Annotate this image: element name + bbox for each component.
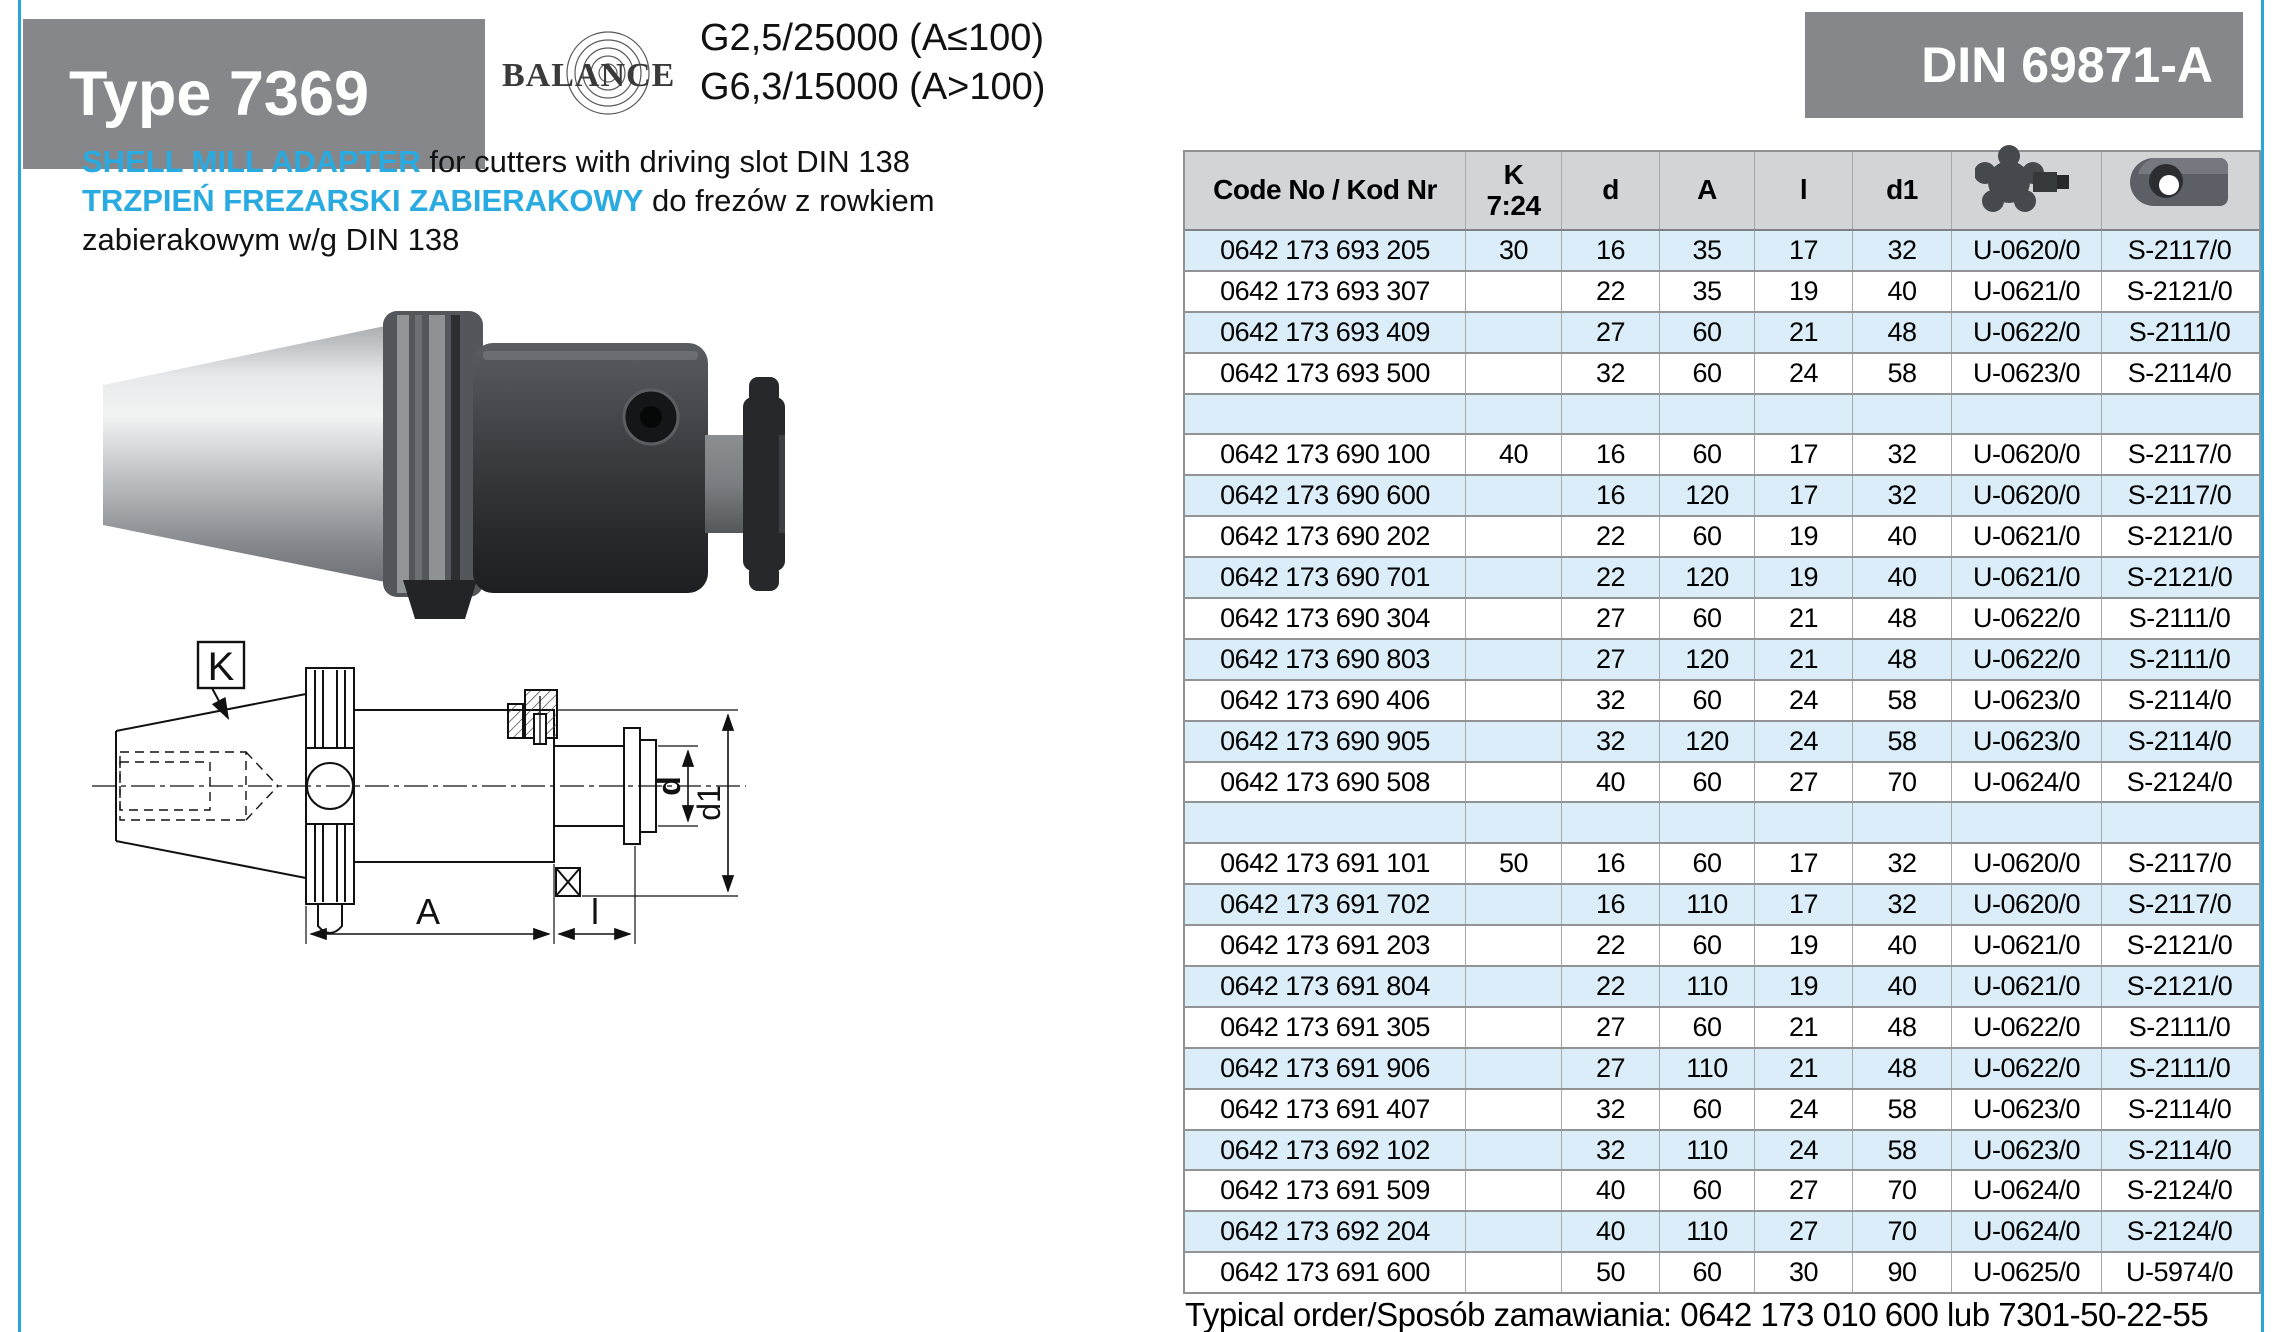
din-standard-box [1805, 12, 2243, 118]
table-cell: U-0620/0 [1952, 476, 2102, 515]
table-cell: 32 [1562, 722, 1660, 761]
table-row [1185, 722, 2259, 763]
table-cell: 16 [1562, 435, 1660, 474]
table-cell: 16 [1562, 844, 1660, 883]
table-cell: U-0620/0 [1952, 885, 2102, 924]
col-header-d1: d1 [1853, 152, 1952, 229]
table-cell: 21 [1755, 1008, 1853, 1047]
col-header-a: A [1660, 152, 1755, 229]
table-row [1185, 476, 2259, 517]
description-en-title: SHELL MILL ADAPTER [82, 144, 421, 179]
table-row [1185, 517, 2259, 558]
table-cell: 32 [1562, 1131, 1660, 1170]
table-cell [2102, 395, 2257, 434]
table-cell: 58 [1853, 354, 1952, 393]
table-cell: 0642 173 691 804 [1185, 967, 1466, 1006]
table-cell: 90 [1853, 1253, 1952, 1292]
type-title: Type 7369 [69, 59, 370, 129]
table-row [1185, 763, 2259, 804]
adapter-body [473, 343, 708, 593]
table-row [1185, 313, 2259, 354]
table-cell: U-0621/0 [1952, 967, 2102, 1006]
table-cell: 58 [1853, 681, 1952, 720]
table-row [1185, 926, 2259, 967]
table-cell: 27 [1562, 313, 1660, 352]
col-header-code: Code No / Kod Nr [1185, 152, 1466, 229]
table-cell: U-0622/0 [1952, 1049, 2102, 1088]
balance-logo-text: BALANCE [502, 57, 676, 94]
right-accent-line [2261, 0, 2264, 1332]
col-header-d: d [1562, 152, 1660, 229]
table-cell: 50 [1466, 844, 1562, 883]
table-cell: 60 [1660, 844, 1755, 883]
table-row [1185, 1090, 2259, 1131]
table-cell: S-2114/0 [2127, 357, 2232, 388]
table-row [1185, 1212, 2259, 1253]
table-cell [1466, 640, 1562, 679]
table-cell: 110 [1660, 885, 1755, 924]
table-cell: 32 [1562, 354, 1660, 393]
table-cell: 60 [1660, 681, 1755, 720]
table-cell [1185, 395, 1466, 434]
table-cell: 0642 173 693 205 [1185, 231, 1466, 270]
table-cell [1952, 803, 2102, 842]
description-en-rest: for cutters with driving slot DIN 138 [420, 144, 911, 179]
table-cell: 40 [1853, 272, 1952, 311]
table-cell: U-0624/0 [1952, 1212, 2102, 1251]
table-cell: 40 [1853, 558, 1952, 597]
table-cell: 35 [1660, 272, 1755, 311]
table-cell: 0642 173 691 305 [1185, 1008, 1466, 1047]
table-cell [1466, 395, 1562, 434]
table-cell: 27 [1755, 1212, 1853, 1251]
table-cell: S-2114/0 [2127, 725, 2232, 756]
table-cell: U-0623/0 [1952, 1090, 2102, 1129]
table-cell: U-5974/0 [2125, 1257, 2234, 1288]
table-cell: 0642 173 690 600 [1185, 476, 1466, 515]
table-cell: U-0622/0 [1952, 313, 2102, 352]
table-cell [1466, 763, 1562, 802]
table-cell: 0642 173 690 905 [1185, 722, 1466, 761]
table-cell: U-0625/0 [1952, 1253, 2102, 1292]
drive-key-outline [556, 868, 580, 896]
table-row [1185, 967, 2259, 1008]
table-cell: 40 [1562, 1212, 1660, 1251]
table-row [1185, 558, 2259, 599]
table-cell [1466, 885, 1562, 924]
table-cell [1466, 1171, 1562, 1210]
table-cell: 40 [1562, 1171, 1660, 1210]
table-cell: 21 [1755, 1049, 1853, 1088]
table-cell [1952, 395, 2102, 434]
table-cell: 0642 173 690 803 [1185, 640, 1466, 679]
table-cell [1853, 395, 1952, 434]
col-header-clamping-screw [1952, 152, 2102, 229]
table-cell: 60 [1660, 313, 1755, 352]
table-row [1185, 354, 2259, 395]
table-cell: 60 [1660, 926, 1755, 965]
table-cell: 17 [1755, 476, 1853, 515]
table-cell: U-0622/0 [1952, 1008, 2102, 1047]
table-cell: 0642 173 691 906 [1185, 1049, 1466, 1088]
table-cell: 27 [1562, 1049, 1660, 1088]
table-cell [1660, 395, 1755, 434]
table-cell: 35 [1660, 231, 1755, 270]
table-cell: S-2111/0 [2128, 1052, 2231, 1083]
table-cell: U-0620/0 [1952, 231, 2102, 270]
table-cell [1755, 395, 1853, 434]
table-cell: 27 [1562, 640, 1660, 679]
table-cell: U-0621/0 [1952, 558, 2102, 597]
table-cell: U-0623/0 [1952, 1131, 2102, 1170]
table-cell: 0642 173 691 407 [1185, 1090, 1466, 1129]
table-cell: 58 [1853, 1131, 1952, 1170]
table-cell: 0642 173 693 307 [1185, 272, 1466, 311]
table-cell: 32 [1853, 885, 1952, 924]
table-cell: 60 [1660, 1008, 1755, 1047]
table-cell [1466, 1131, 1562, 1170]
table-cell: 27 [1755, 1171, 1853, 1210]
table-cell: U-0623/0 [1952, 722, 2102, 761]
table-cell: U-0621/0 [1952, 517, 2102, 556]
table-cell [1755, 803, 1853, 842]
table-cell: 27 [1562, 1008, 1660, 1047]
table-cell: 60 [1660, 1253, 1755, 1292]
table-cell: S-2111/0 [2128, 643, 2231, 674]
table-cell: S-2111/0 [2128, 316, 2231, 347]
table-cell: 60 [1660, 599, 1755, 638]
table-cell: 16 [1562, 231, 1660, 270]
table-cell: 0642 173 692 204 [1185, 1212, 1466, 1251]
flange-outline [306, 668, 354, 933]
table-header-row [1185, 152, 2259, 231]
table-cell: S-2117/0 [2127, 889, 2232, 920]
table-cell: 0642 173 691 509 [1185, 1171, 1466, 1210]
table-row [1185, 231, 2259, 272]
table-cell: S-2114/0 [2127, 1093, 2232, 1124]
table-cell: 21 [1755, 599, 1853, 638]
table-cell: 40 [1853, 967, 1952, 1006]
table-row [1185, 599, 2259, 640]
table-cell: 0642 173 692 102 [1185, 1131, 1466, 1170]
table-row [1185, 885, 2259, 926]
table-cell [1466, 803, 1562, 842]
table-cell: 0642 173 691 600 [1185, 1253, 1466, 1292]
table-cell: 24 [1755, 1131, 1853, 1170]
table-cell: S-2124/0 [2126, 1175, 2233, 1206]
table-cell: 110 [1660, 967, 1755, 1006]
table-cell: 27 [1562, 599, 1660, 638]
table-cell: 19 [1755, 967, 1853, 1006]
table-cell: 22 [1562, 967, 1660, 1006]
table-cell: 32 [1562, 681, 1660, 720]
dimensions-table [1183, 150, 2261, 1294]
table-row [1185, 435, 2259, 476]
table-cell: U-0622/0 [1952, 640, 2102, 679]
table-cell: S-2121/0 [2126, 930, 2233, 961]
table-row [1185, 640, 2259, 681]
balance-spec [700, 14, 1045, 112]
table-cell [1466, 313, 1562, 352]
table-cell: S-2121/0 [2126, 970, 2233, 1001]
table-cell: S-2121/0 [2126, 275, 2233, 306]
table-cell: 110 [1660, 1212, 1755, 1251]
product-photo [85, 285, 785, 620]
table-row [1185, 1171, 2259, 1212]
table-row [1185, 1008, 2259, 1049]
table-cell: 22 [1562, 926, 1660, 965]
table-cell [1562, 395, 1660, 434]
table-cell [1466, 1008, 1562, 1047]
table-cell: 0642 173 693 500 [1185, 354, 1466, 393]
table-cell [1466, 476, 1562, 515]
table-cell [1466, 1049, 1562, 1088]
spec-line-2: G6,3/15000 (A>100) [700, 66, 1046, 108]
table-cell: 17 [1755, 435, 1853, 474]
table-cell: 40 [1562, 763, 1660, 802]
dim-d-label: d [651, 776, 687, 796]
table-cell: 110 [1660, 1131, 1755, 1170]
table-cell: U-0623/0 [1952, 354, 2102, 393]
dim-A-label: A [415, 891, 441, 932]
table-cell: 0642 173 690 304 [1185, 599, 1466, 638]
table-cell: 120 [1660, 476, 1755, 515]
table-cell: 0642 173 690 202 [1185, 517, 1466, 556]
table-cell: 0642 173 690 100 [1185, 435, 1466, 474]
table-cell [2102, 803, 2257, 842]
table-cell [1466, 967, 1562, 1006]
table-cell: 70 [1853, 1171, 1952, 1210]
table-cell: 0642 173 690 406 [1185, 681, 1466, 720]
table-separator-row [1185, 395, 2259, 436]
k-leader-line [212, 688, 228, 718]
table-cell [1562, 803, 1660, 842]
table-separator-row [1185, 803, 2259, 844]
taper-shank [103, 325, 390, 583]
table-cell: 21 [1755, 313, 1853, 352]
table-cell: U-0620/0 [1952, 844, 2102, 883]
table-cell: S-2114/0 [2127, 684, 2232, 715]
table-cell: S-2121/0 [2126, 521, 2233, 552]
table-cell: 24 [1755, 1090, 1853, 1129]
description-pl-title: TRZPIEŃ FREZARSKI ZABIERAKOWY [82, 183, 644, 218]
table-cell: 19 [1755, 517, 1853, 556]
table-cell [1466, 926, 1562, 965]
table-cell: 19 [1755, 272, 1853, 311]
table-cell: 19 [1755, 558, 1853, 597]
table-body [1185, 231, 2259, 1292]
table-cell: 48 [1853, 1049, 1952, 1088]
table-cell: 60 [1660, 1090, 1755, 1129]
left-accent-line [18, 0, 21, 1332]
table-cell: S-2124/0 [2126, 1216, 2233, 1247]
table-cell: 0642 173 690 508 [1185, 763, 1466, 802]
table-cell: 24 [1755, 722, 1853, 761]
table-cell: U-0623/0 [1952, 681, 2102, 720]
table-cell: 22 [1562, 517, 1660, 556]
table-cell: 30 [1466, 231, 1562, 270]
table-cell [1466, 558, 1562, 597]
table-cell: 0642 173 691 702 [1185, 885, 1466, 924]
table-cell: 32 [1853, 476, 1952, 515]
table-cell [1466, 354, 1562, 393]
drive-key-icon [2124, 146, 2236, 218]
table-cell: U-0624/0 [1952, 763, 2102, 802]
table-cell: 70 [1853, 1212, 1952, 1251]
table-cell [1466, 517, 1562, 556]
table-cell: 0642 173 693 409 [1185, 313, 1466, 352]
table-cell [1466, 1212, 1562, 1251]
table-row [1185, 1049, 2259, 1090]
set-screw-detail [508, 690, 557, 744]
table-cell: 30 [1755, 1253, 1853, 1292]
table-cell: 17 [1755, 885, 1853, 924]
table-cell: 40 [1853, 926, 1952, 965]
table-cell: 58 [1853, 722, 1952, 761]
table-cell: S-2121/0 [2126, 562, 2233, 593]
table-cell: 32 [1853, 435, 1952, 474]
table-cell: 48 [1853, 1008, 1952, 1047]
table-cell: U-0624/0 [1952, 1171, 2102, 1210]
description-line-pl2: zabierakowym w/g DIN 138 [82, 222, 460, 257]
clamping-nut [743, 377, 785, 591]
table-cell: U-0621/0 [1952, 926, 2102, 965]
table-cell: U-0620/0 [1952, 435, 2102, 474]
table-cell [1853, 803, 1952, 842]
table-cell: S-2117/0 [2127, 439, 2232, 470]
table-cell: 24 [1755, 354, 1853, 393]
technical-drawing [78, 628, 868, 963]
table-cell: 120 [1660, 722, 1755, 761]
table-cell: 58 [1853, 1090, 1952, 1129]
table-cell [1466, 722, 1562, 761]
table-row [1185, 1131, 2259, 1172]
table-cell: S-2111/0 [2128, 602, 2231, 633]
table-cell: 120 [1660, 640, 1755, 679]
table-cell [1660, 803, 1755, 842]
table-cell: 32 [1853, 844, 1952, 883]
table-cell: 16 [1562, 885, 1660, 924]
table-cell: 60 [1660, 763, 1755, 802]
table-cell: 32 [1853, 231, 1952, 270]
product-description [82, 142, 1142, 259]
table-cell: S-2124/0 [2126, 766, 2233, 797]
dim-d1-label: d1 [691, 785, 727, 821]
din-standard-label: DIN 69871-A [1921, 37, 2213, 93]
table-cell: 70 [1853, 763, 1952, 802]
table-cell: U-0622/0 [1952, 599, 2102, 638]
table-cell: 0642 173 690 701 [1185, 558, 1466, 597]
balance-logo [490, 16, 720, 134]
table-row [1185, 1253, 2259, 1292]
table-cell: S-2117/0 [2127, 480, 2232, 511]
table-cell [1466, 1090, 1562, 1129]
table-cell: 48 [1853, 640, 1952, 679]
table-cell: 50 [1562, 1253, 1660, 1292]
table-cell [1466, 599, 1562, 638]
table-cell: 32 [1562, 1090, 1660, 1129]
table-cell: S-2117/0 [2127, 848, 2232, 879]
table-cell: S-2111/0 [2128, 1011, 2231, 1042]
table-cell: U-0621/0 [1952, 272, 2102, 311]
k-label: K [207, 645, 235, 689]
table-cell: 27 [1755, 763, 1853, 802]
table-cell: 60 [1660, 517, 1755, 556]
table-cell [1466, 1253, 1562, 1292]
table-cell: 17 [1755, 844, 1853, 883]
table-cell [1466, 681, 1562, 720]
description-pl-rest: do frezów z rowkiem [643, 183, 935, 218]
table-cell: 48 [1853, 599, 1952, 638]
table-row [1185, 272, 2259, 313]
table-cell: 60 [1660, 354, 1755, 393]
table-cell: 0642 173 691 203 [1185, 926, 1466, 965]
clamping-screw-icon [1975, 142, 2079, 222]
table-cell: 22 [1562, 272, 1660, 311]
col-header-drive-key [2102, 152, 2257, 229]
table-cell: 40 [1853, 517, 1952, 556]
table-cell: S-2114/0 [2127, 1134, 2232, 1165]
table-cell: S-2117/0 [2127, 234, 2232, 265]
spec-line-1: G2,5/25000 (A≤100) [700, 17, 1045, 59]
drive-dog [403, 580, 477, 619]
col-header-l: l [1755, 152, 1853, 229]
table-cell: 21 [1755, 640, 1853, 679]
table-cell: 22 [1562, 558, 1660, 597]
table-cell: 0642 173 691 101 [1185, 844, 1466, 883]
table-row [1185, 844, 2259, 885]
table-cell: 60 [1660, 435, 1755, 474]
table-cell: 19 [1755, 926, 1853, 965]
description-line-pl [82, 181, 1142, 220]
table-cell: 60 [1660, 1171, 1755, 1210]
table-cell: 110 [1660, 1049, 1755, 1088]
col-header-k: K 7:24 [1466, 152, 1562, 229]
table-cell: 24 [1755, 681, 1853, 720]
typical-order-note: Typical order/Sposób zamawiania: 0642 173 010 600 lub 7301-50-22-55 [1185, 1296, 2209, 1332]
table-cell: 17 [1755, 231, 1853, 270]
table-cell: 16 [1562, 476, 1660, 515]
table-row [1185, 681, 2259, 722]
table-cell: 40 [1466, 435, 1562, 474]
table-cell [1185, 803, 1466, 842]
dim-l-label: l [591, 891, 599, 932]
table-cell: 120 [1660, 558, 1755, 597]
table-cell [1466, 272, 1562, 311]
extension-lines [306, 710, 738, 944]
table-cell: 48 [1853, 313, 1952, 352]
description-line-en [82, 142, 1142, 181]
